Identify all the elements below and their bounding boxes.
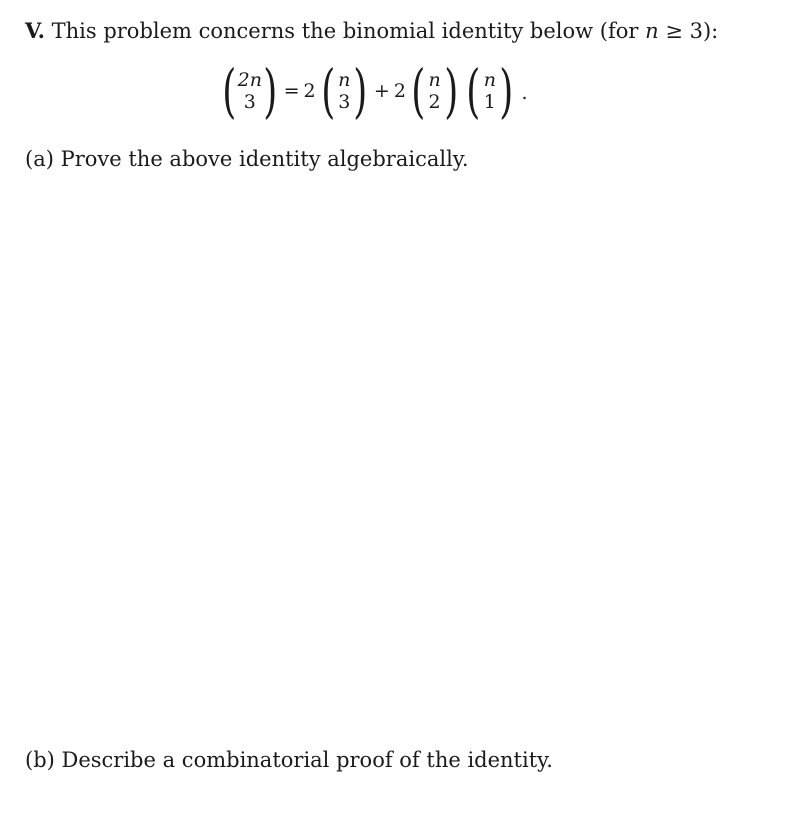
- equation-period: .: [521, 82, 528, 104]
- binomial-bottom: 3: [243, 91, 256, 113]
- equals-sign: =: [283, 80, 300, 102]
- binomial-top: n: [338, 69, 351, 91]
- binomial-lhs: [218, 57, 282, 125]
- binomial-stack: [427, 69, 443, 113]
- part-a-prompt: (a) Prove the above identity algebraically.: [25, 147, 469, 171]
- binomial-stack: [482, 69, 498, 113]
- binomial-bottom: 2: [428, 91, 441, 113]
- binomial-term-3: [462, 57, 517, 125]
- part-b-prompt: (b) Describe a combinatorial proof of the identity.: [25, 748, 553, 772]
- binomial-identity-equation: [218, 58, 528, 124]
- binomial-top: n: [428, 69, 441, 91]
- coefficient-1: 2: [303, 80, 316, 102]
- left-paren: (: [466, 57, 481, 125]
- problem-statement: [25, 18, 718, 44]
- binomial-term-1: [317, 57, 372, 125]
- left-paren: (: [320, 57, 335, 125]
- binomial-top: n: [483, 69, 496, 91]
- coefficient-2: 2: [393, 80, 406, 102]
- left-paren: (: [411, 57, 426, 125]
- binomial-top: 2n: [237, 69, 262, 91]
- right-paren: ): [353, 57, 368, 125]
- right-paren: ): [443, 57, 458, 125]
- problem-text-after: ≥ 3):: [658, 19, 719, 43]
- problem-text-before: This problem concerns the binomial identity below (for: [44, 19, 646, 43]
- plus-sign: +: [373, 80, 390, 102]
- binomial-term-2: [407, 57, 462, 125]
- binomial-stack: [336, 69, 352, 113]
- problem-label: V.: [25, 18, 45, 43]
- left-paren: (: [222, 57, 237, 125]
- right-paren: ): [499, 57, 514, 125]
- binomial-bottom: 3: [338, 91, 351, 113]
- binomial-bottom: 1: [483, 91, 496, 113]
- binomial-stack: [238, 69, 262, 113]
- right-paren: ): [263, 57, 278, 125]
- problem-variable: n: [645, 19, 659, 43]
